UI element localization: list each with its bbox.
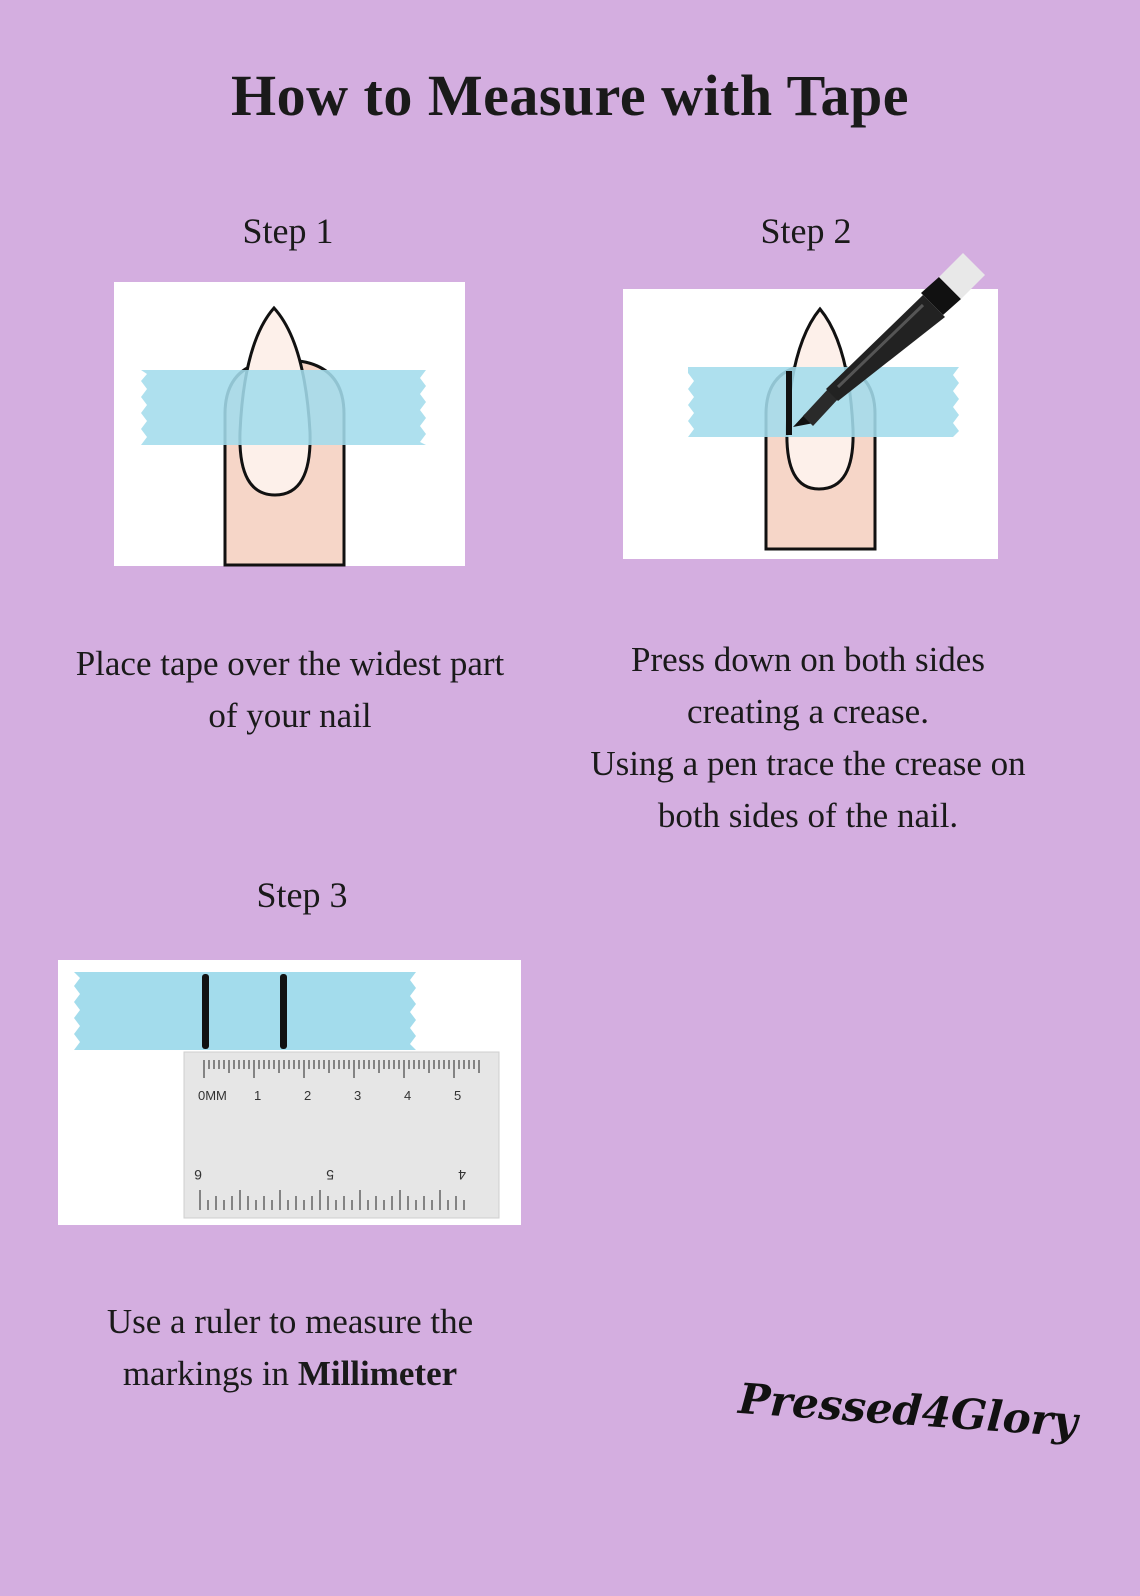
step-1-label: Step 1	[242, 211, 334, 251]
crease-mark-icon	[786, 371, 792, 435]
tape-icon	[74, 972, 416, 1050]
right-mark-icon	[280, 974, 287, 1049]
step-2-illustration	[623, 289, 998, 559]
ruler-icon	[184, 1052, 499, 1218]
tape-icon	[141, 370, 426, 445]
step-1-line-1: Place tape over the widest part	[75, 644, 505, 683]
step-2-line-1: Press down on both sides	[631, 640, 985, 679]
brand-text: Pressed4Glory	[736, 1374, 1079, 1447]
step-3-label: Step 3	[256, 875, 348, 915]
ruler-number-4: 4	[404, 1088, 412, 1103]
step-3-illustration	[58, 960, 521, 1225]
step-1-description	[40, 638, 540, 742]
step-2-line-3: Using a pen trace the crease on	[590, 744, 1026, 783]
step-3-unit-bold: Millimeter	[297, 1354, 458, 1393]
ruler-bottom-number-6: 6	[194, 1167, 202, 1183]
step-3-line-2	[40, 1348, 540, 1400]
ruler-number-1: 1	[254, 1088, 262, 1103]
ruler-unit-label: 0MM	[198, 1088, 227, 1103]
step-3-line-2-text: markings in	[122, 1354, 298, 1393]
step-2-line-2: creating a crease.	[687, 692, 929, 731]
ruler-number-2: 2	[304, 1088, 312, 1103]
ruler-number-5: 5	[454, 1088, 462, 1103]
left-mark-icon	[202, 974, 209, 1049]
step-3-description	[40, 1296, 540, 1400]
step-1-illustration	[114, 282, 465, 566]
ruler-number-3: 3	[354, 1088, 362, 1103]
step-2-label: Step 2	[760, 211, 852, 251]
step-2-description	[568, 634, 1048, 842]
step-2-line-4: both sides of the nail.	[657, 796, 959, 835]
step-3-line-1: Use a ruler to measure the	[106, 1302, 474, 1341]
ruler-bottom-number-4: 4	[458, 1167, 466, 1183]
brand-logo	[736, 1362, 1079, 1447]
ruler-bottom-number-5: 5	[326, 1167, 334, 1183]
step-1-line-2: of your nail	[208, 696, 372, 735]
page-title: How to Measure with Tape	[231, 63, 909, 128]
